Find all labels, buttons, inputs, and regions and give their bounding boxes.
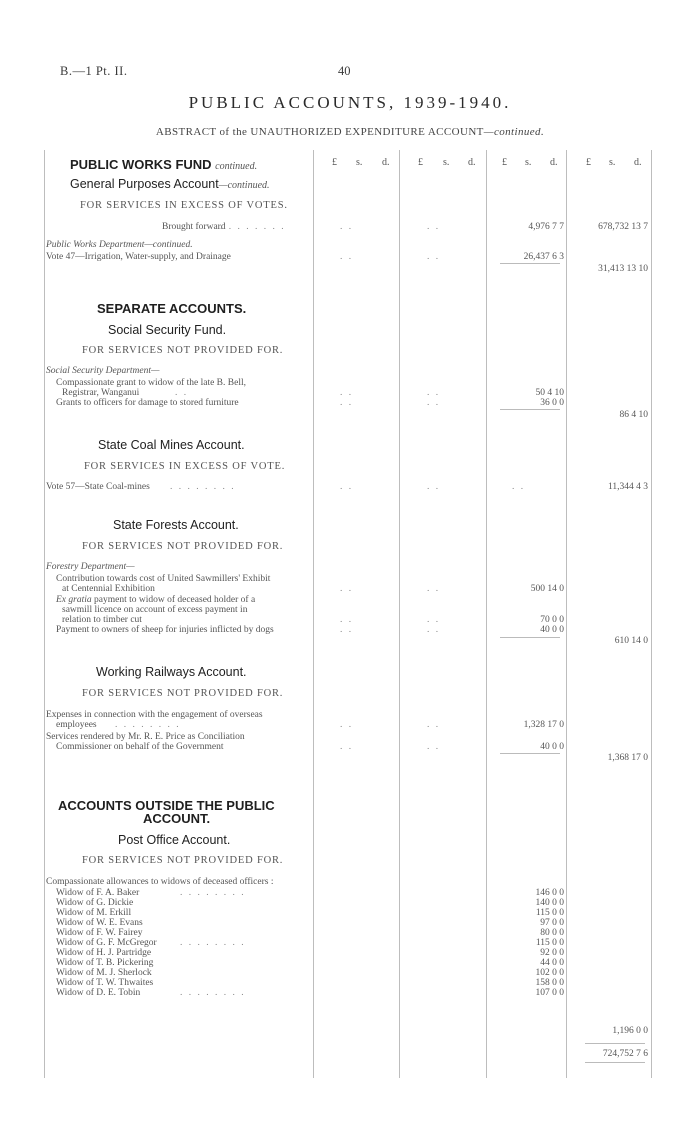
rail-l1a: Expenses in connection with the engagement of overseas [46,710,263,720]
leader-dots: . . [427,584,441,594]
rail-l1-col3: 1,328 17 0 [523,720,564,730]
caption-not-provided: FOR SERVICES NOT PROVIDED FOR. [82,855,284,866]
forests-l2b: sawmill licence on account of excess payment in [62,605,248,615]
forests-l2a: Ex gratia payment to widow of deceased holder of a [56,595,256,605]
rule-left [44,150,45,1078]
list-item: Widow of D. E. Tobin [56,988,141,998]
leader-dots: . . [427,388,441,398]
forests-l1a: Contribution towards cost of United Sawmillers' Exhibit [56,574,271,584]
list-item: Widow of T. W. Thwaites [56,978,154,988]
caption-not-provided: FOR SERVICES NOT PROVIDED FOR. [82,345,284,356]
forests-l3: Payment to owners of sheep for injuries inflicted by dogs [56,625,274,635]
section-outside-public-account-line2: ACCOUNT. [143,811,211,826]
leader-dots: . . [340,222,354,232]
sum-rule [500,409,560,410]
col2-pence: d. [468,157,476,168]
list-item-amount: 102 0 0 [535,968,564,978]
rail-l2b: Commissioner on behalf of the Government [56,742,224,752]
leader-dots: . . . . . . . . [180,888,246,898]
leader-dots: . . . . . . . . [115,720,181,730]
list-item-amount: 158 0 0 [535,978,564,988]
forests-l1-col3: 500 14 0 [530,584,564,594]
col2-pounds: £ [418,157,423,168]
rail-l2a: Services rendered by Mr. R. E. Price as Conciliation [46,732,245,742]
caption-excess-vote: FOR SERVICES IN EXCESS OF VOTE. [84,461,286,472]
col1-shillings: s. [356,157,363,168]
heading-working-railways: Working Railways Account. [96,665,247,679]
caption-not-provided: FOR SERVICES NOT PROVIDED FOR. [82,688,284,699]
ssf-line2: Grants to officers for damage to stored furniture [56,398,239,408]
leader-dots: . . [427,252,441,262]
rule-right [651,150,652,1078]
caption-excess-votes: FOR SERVICES IN EXCESS OF VOTES. [80,200,288,211]
page-header-ref: B.—1 Pt. II. [60,64,128,78]
col1-pence: d. [382,157,390,168]
col4-pence: d. [634,157,642,168]
list-item: Widow of F. W. Fairey [56,928,143,938]
leader-dots: . . . . . . . . [180,988,246,998]
brought-forward-col4: 678,732 13 7 [598,222,648,232]
rule-col1 [313,150,314,1078]
forests-l2-col3: 70 0 0 [540,615,564,625]
leader-dots: . . [427,742,441,752]
grand-total-col4: 724,752 7 6 [602,1049,648,1059]
leader-dots: . . [340,615,354,625]
rail-l1b: employees [56,720,97,730]
coal-total-col4: 11,344 4 3 [607,482,648,492]
list-item-amount: 97 0 0 [540,918,564,928]
section-separate-accounts: SEPARATE ACCOUNTS. [97,301,247,316]
brought-forward-label: Brought forward [162,222,226,232]
list-item-amount: 146 0 0 [535,888,564,898]
forests-l2c: relation to timber cut [62,615,142,625]
leader-dots: . . [340,742,354,752]
leader-dots: . . [340,388,354,398]
ssf-line1a: Compassionate grant to widow of the late B. Bell, [56,378,246,388]
section-public-works-fund: PUBLIC WORKS FUND continued. [70,157,258,172]
col1-pounds: £ [332,157,337,168]
page-title: PUBLIC ACCOUNTS, 1939-1940. [188,93,512,112]
list-item-amount: 140 0 0 [535,898,564,908]
rule-col4 [566,150,567,1078]
coal-vote57: Vote 57—State Coal-mines [46,482,150,492]
po-intro: Compassionate allowances to widows of deceased officers : [46,877,274,887]
col3-pence: d. [550,157,558,168]
col3-pounds: £ [502,157,507,168]
leader-dots: . . [340,482,354,492]
forests-total-col4: 610 14 0 [614,636,648,646]
list-item: Widow of H. J. Partridge [56,948,152,958]
list-item-amount: 80 0 0 [540,928,564,938]
ssf-total-col4: 86 4 10 [619,410,648,420]
col3-shillings: s. [525,157,532,168]
leader-dots: . . [340,625,354,635]
rule-col2 [399,150,400,1078]
leader-dots: . . . . . . . . [220,222,286,232]
sum-rule [500,637,560,638]
leader-dots: . . [340,720,354,730]
leader-dots: . . . . . . . . [170,482,236,492]
forests-l1b: at Centennial Exhibition [62,584,155,594]
rail-l2-col3: 40 0 0 [540,742,564,752]
list-item: Widow of T. B. Pickering [56,958,154,968]
vote47-label: Vote 47—Irrigation, Water-supply, and Drainage [46,252,231,262]
dept-public-works: Public Works Department—continued. [46,240,193,250]
leader-dots: . . [175,388,189,398]
sum-rule [500,753,560,754]
list-item-amount: 92 0 0 [540,948,564,958]
sum-rule [585,1062,645,1063]
leader-dots: . . [427,625,441,635]
page-subtitle: ABSTRACT of the UNAUTHORIZED EXPENDITURE ACCOUNT—continued. [155,126,545,138]
ssf-line2-col3: 36 0 0 [540,398,564,408]
leader-dots: . . [340,398,354,408]
rail-total-col4: 1,368 17 0 [607,753,648,763]
section-outside-public-account: ACCOUNTS OUTSIDE THE PUBLIC [58,798,275,813]
list-item-amount: 115 0 0 [535,938,564,948]
col4-pounds: £ [586,157,591,168]
col4-shillings: s. [609,157,616,168]
heading-social-security: Social Security Fund. [108,323,227,337]
dept-social-security: Social Security Department— [46,366,160,376]
heading-post-office: Post Office Account. [118,833,231,847]
caption-not-provided: FOR SERVICES NOT PROVIDED FOR. [82,541,284,552]
heading-state-forests: State Forests Account. [113,518,239,532]
leader-dots: . . [340,584,354,594]
leader-dots: . . [512,482,526,492]
leader-dots: . . [427,615,441,625]
list-item-amount: 44 0 0 [540,958,564,968]
list-item: Widow of G. F. McGregor [56,938,157,948]
leader-dots: . . . . . . . . [180,938,246,948]
list-item: Widow of F. A. Baker [56,888,140,898]
dept-forestry: Forestry Department— [46,562,135,572]
list-item-amount: 107 0 0 [535,988,564,998]
brought-forward-col3: 4,976 7 7 [528,222,564,232]
pwf-total-col4: 31,413 13 10 [598,264,648,274]
heading-state-coal-mines: State Coal Mines Account. [98,438,245,452]
leader-dots: . . [427,222,441,232]
po-total-col4: 1,196 0 0 [612,1026,648,1036]
leader-dots: . . [427,720,441,730]
leader-dots: . . [427,398,441,408]
list-item-amount: 115 0 0 [535,908,564,918]
list-item: Widow of W. E. Evans [56,918,143,928]
sum-rule [585,1043,645,1044]
list-item: Widow of G. Dickie [56,898,134,908]
heading-general-purposes: General Purposes Account—continued. [70,177,270,191]
ssf-line1-col3: 50 4 10 [535,388,564,398]
forests-l3-col3: 40 0 0 [540,625,564,635]
page-number: 40 [338,64,351,78]
ssf-line1b: Registrar, Wanganui [62,388,140,398]
col2-shillings: s. [443,157,450,168]
vote47-col3: 26,437 6 3 [523,252,564,262]
sum-rule [500,263,560,264]
leader-dots: . . [340,252,354,262]
list-item: Widow of M. Erkill [56,908,132,918]
leader-dots: . . [427,482,441,492]
rule-col3 [486,150,487,1078]
list-item: Widow of M. J. Sherlock [56,968,152,978]
